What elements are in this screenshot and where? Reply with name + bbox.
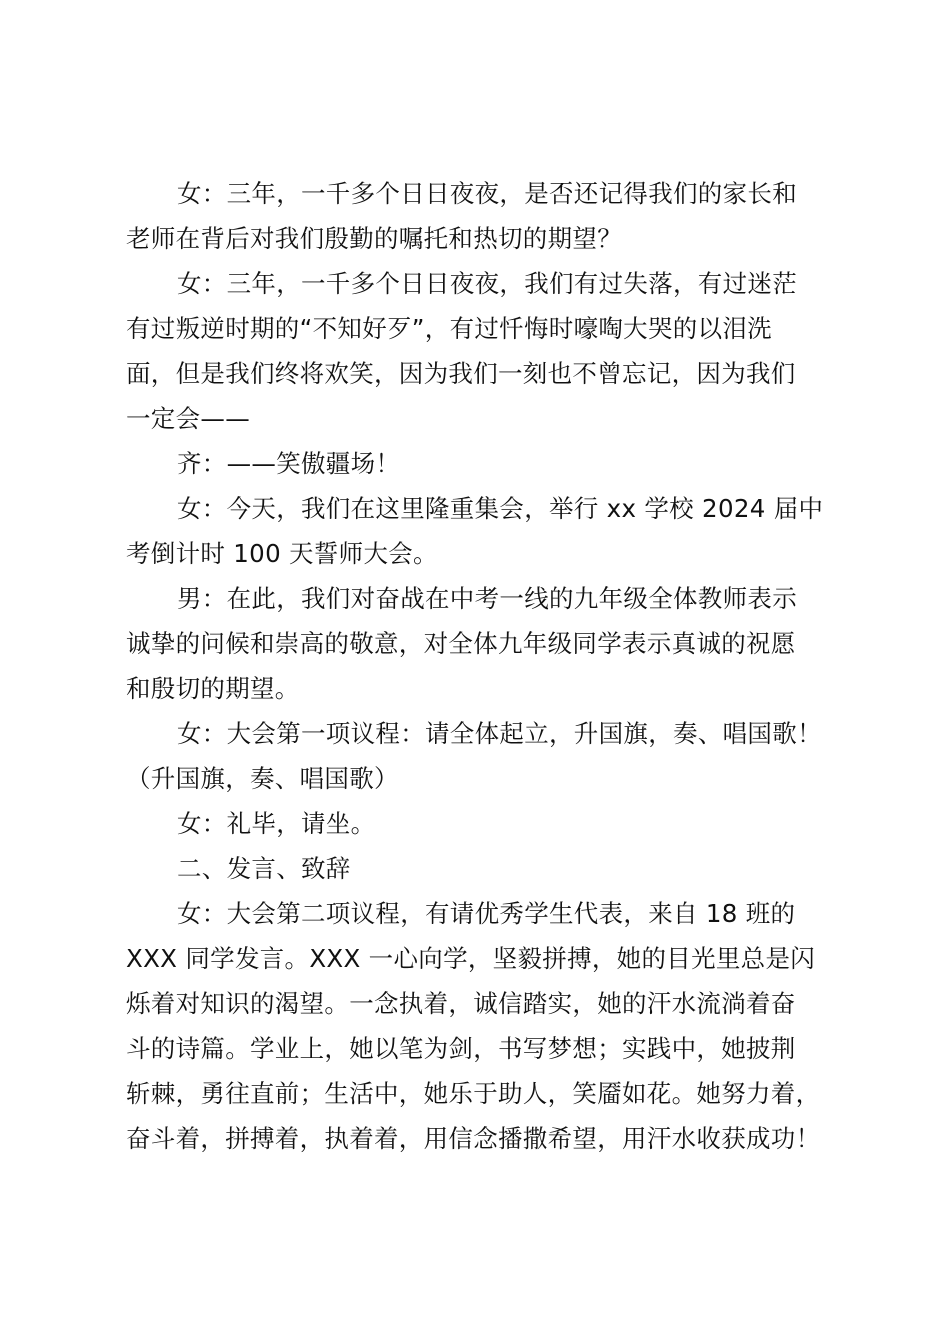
text-line: XXX 同学发言。XXX 一心向学，坚毅拼搏，她的目光里总是闪 <box>126 944 816 973</box>
text-line: 诚挚的问候和崇高的敬意，对全体九年级同学表示真诚的祝愿 <box>126 629 796 658</box>
paragraph-10 <box>126 891 838 1161</box>
text-line: 女：大会第一项议程：请全体起立，升国旗，奏、唱国歌！ <box>177 719 822 748</box>
text-line: 和殷切的期望。 <box>126 674 300 703</box>
text-line: 奋斗着，拼搏着，执着着，用信念播撒希望，用汗水收获成功！ <box>126 1124 821 1153</box>
text-line: （升国旗，奏、唱国歌） <box>126 764 399 793</box>
text-line: 女：三年，一千多个日日夜夜，我们有过失落，有过迷茫 <box>177 269 797 298</box>
text-line: 斗的诗篇。学业上，她以笔为剑，书写梦想；实践中，她披荆 <box>126 1034 796 1063</box>
text-line: 一定会—— <box>126 404 250 433</box>
text-line: 二、发言、致辞 <box>177 854 351 883</box>
paragraph-4 <box>126 486 838 576</box>
paragraph-6 <box>126 711 838 756</box>
paragraph-5 <box>126 576 838 711</box>
text-line: 老师在背后对我们殷勤的嘱托和热切的期望？ <box>126 224 622 253</box>
text-line: 男：在此，我们对奋战在中考一线的九年级全体教师表示 <box>177 584 797 613</box>
paragraph-1 <box>126 171 838 261</box>
document-body <box>126 171 838 1161</box>
paragraph-3 <box>126 441 838 486</box>
text-line: 女：今天，我们在这里隆重集会，举行 xx 学校 2024 届中 <box>177 494 824 523</box>
text-line: 女：三年，一千多个日日夜夜，是否还记得我们的家长和 <box>177 179 797 208</box>
text-line: 女：大会第二项议程，有请优秀学生代表，来自 18 班的 <box>177 899 796 928</box>
text-line: 面，但是我们终将欢笑，因为我们一刻也不曾忘记，因为我们 <box>126 359 796 388</box>
text-line: 考倒计时 100 天誓师大会。 <box>126 539 438 568</box>
text-line: 齐：——笑傲疆场！ <box>177 449 401 478</box>
paragraph-2 <box>126 261 838 441</box>
text-line: 斩棘，勇往直前；生活中，她乐于助人，笑靥如花。她努力着， <box>126 1079 821 1108</box>
text-line: 烁着对知识的渴望。一念执着，诚信踏实，她的汗水流淌着奋 <box>126 989 796 1018</box>
paragraph-7 <box>126 756 838 801</box>
section-heading <box>126 846 838 891</box>
text-line: 有过叛逆时期的“不知好歹”，有过忏悔时嚎啕大哭的以泪洗 <box>126 314 772 343</box>
paragraph-8 <box>126 801 838 846</box>
text-line: 女：礼毕，请坐。 <box>177 809 376 838</box>
